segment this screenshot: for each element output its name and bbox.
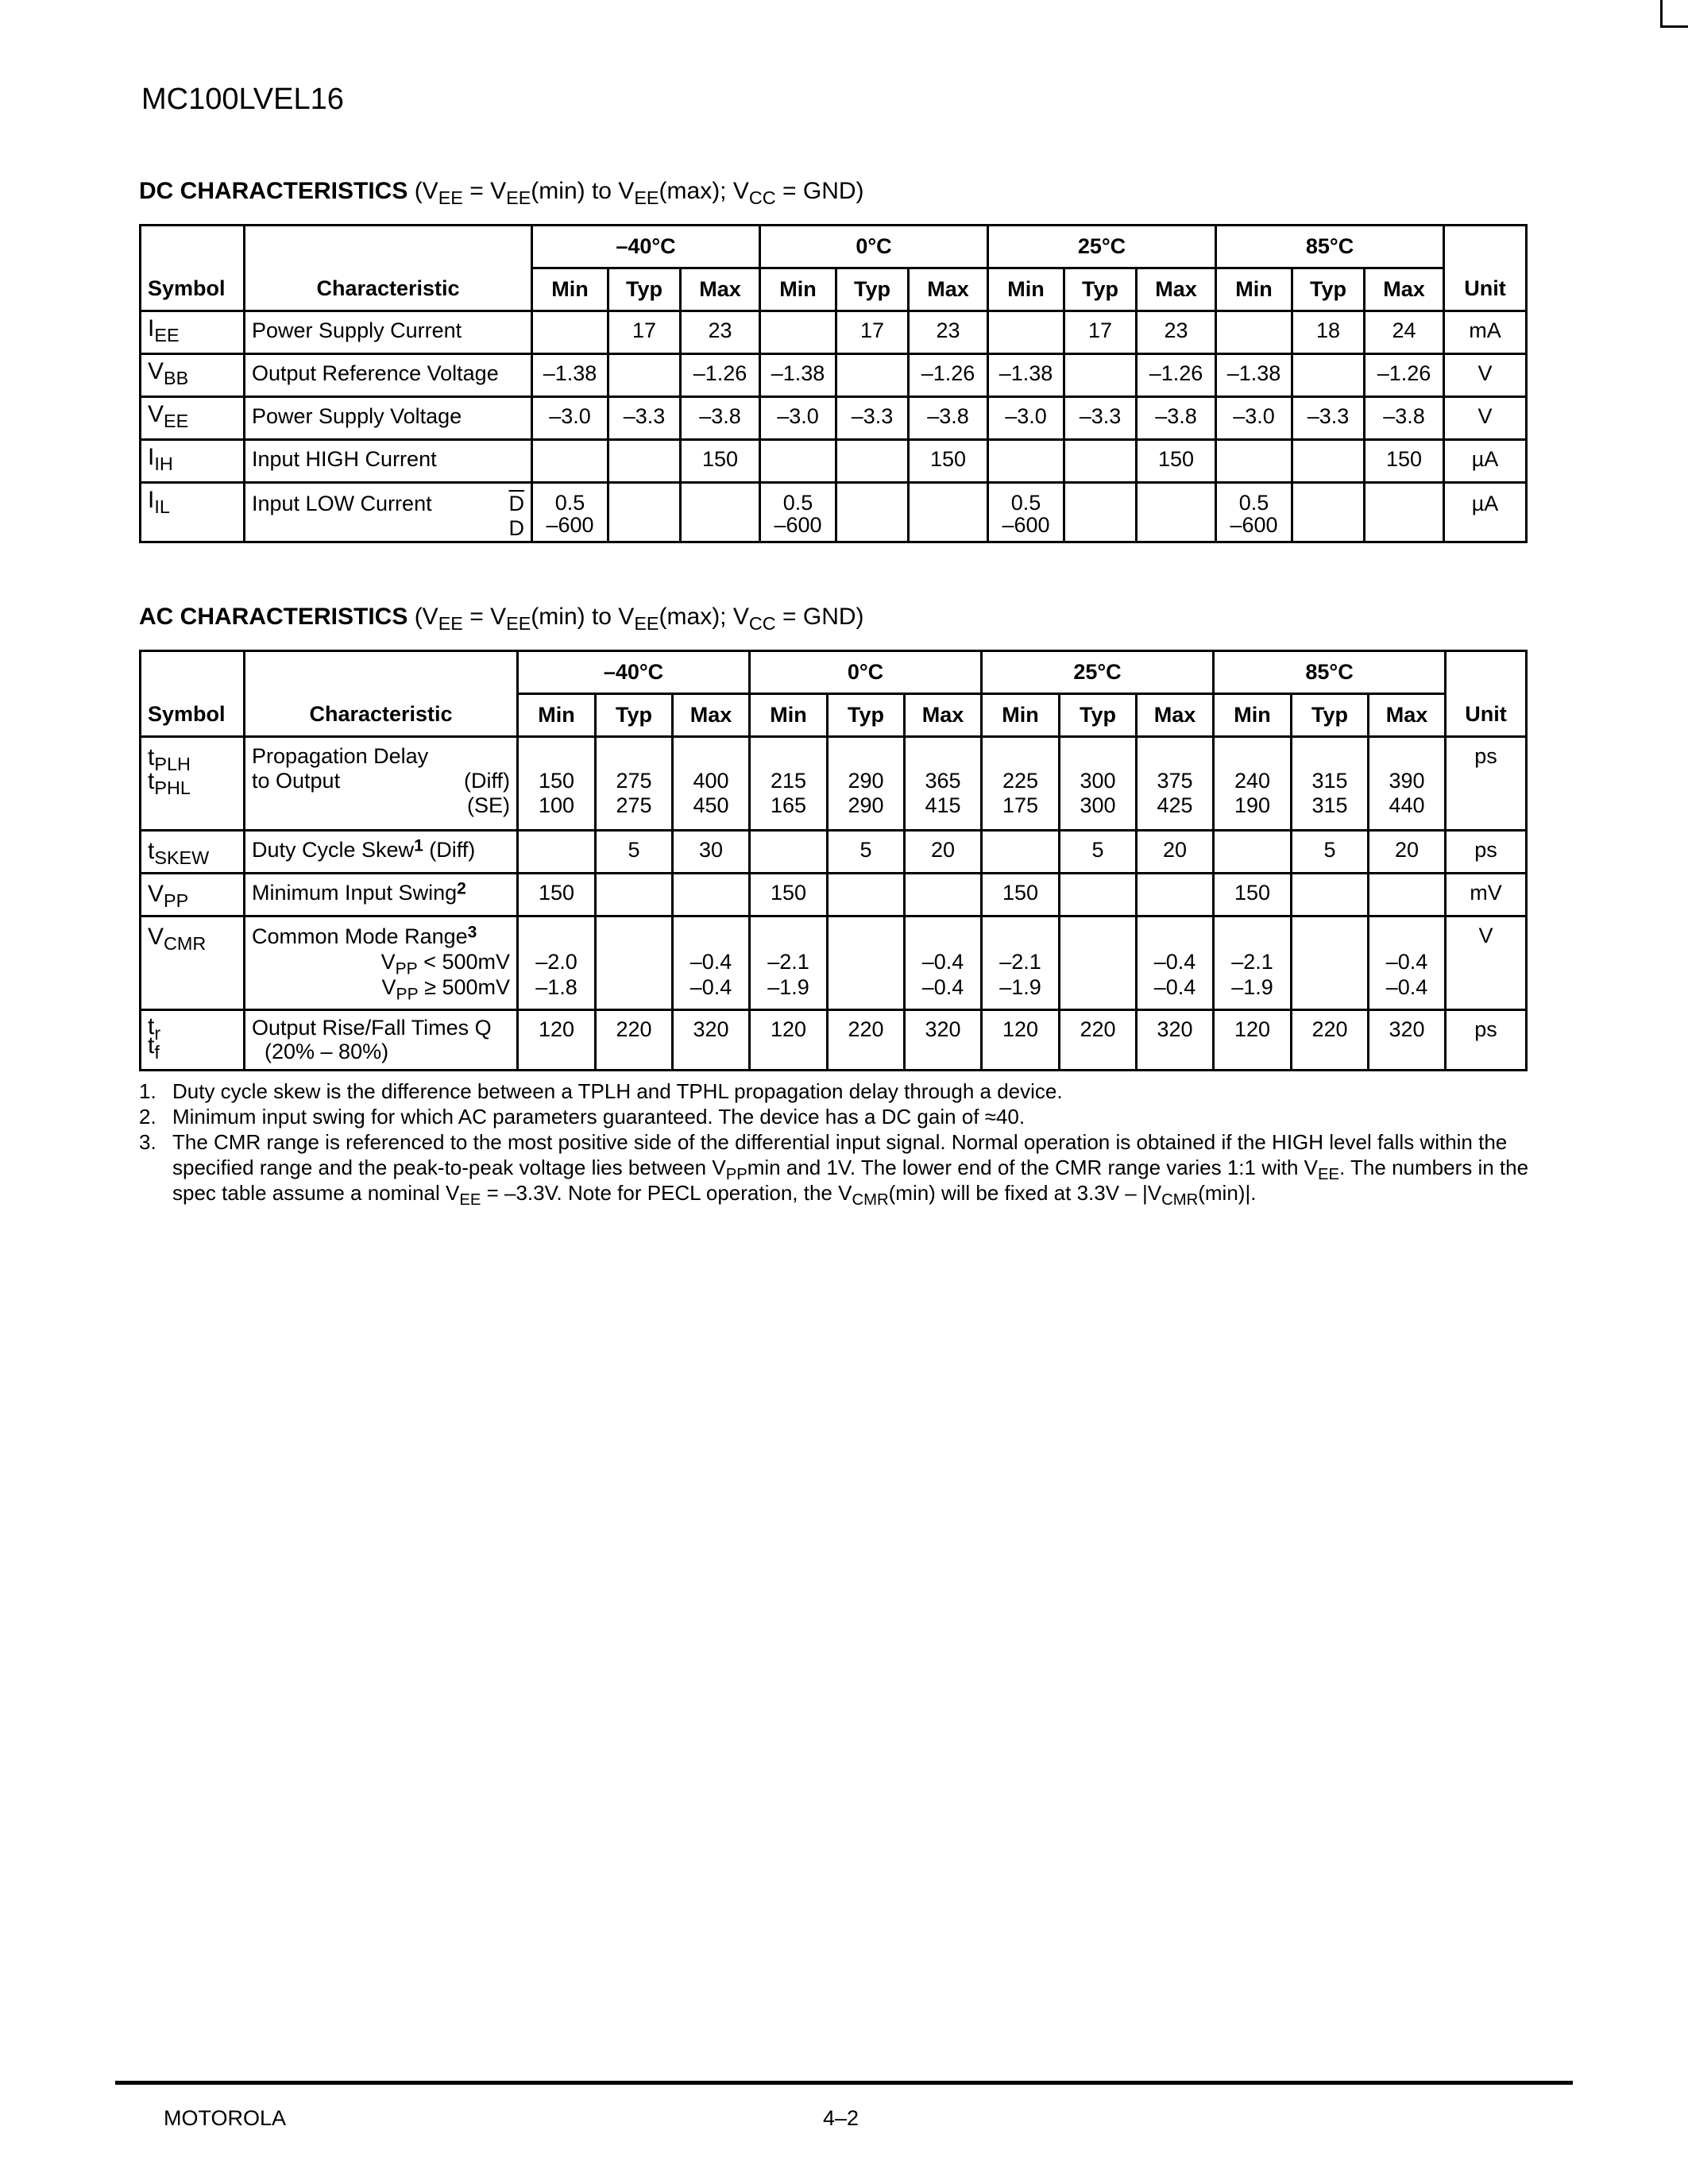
ac-col-typ: Typ bbox=[596, 694, 673, 737]
ac-temp-header-row bbox=[141, 651, 1527, 694]
footer-company: MOTOROLA bbox=[164, 2106, 287, 2130]
unit-cell: V bbox=[1446, 916, 1527, 1010]
ac-row-trtf bbox=[141, 1010, 1527, 1071]
value-cell: 23 bbox=[1137, 311, 1216, 354]
symbol-cell: $V_{EE}$ bbox=[141, 397, 245, 440]
value-cell: 150 bbox=[1365, 440, 1444, 483]
value-cell: 220 bbox=[828, 1010, 905, 1071]
dc-col-typ: Typ bbox=[1064, 268, 1137, 311]
unit-cell: V bbox=[1444, 354, 1527, 397]
value-cell: –3.8 bbox=[909, 397, 988, 440]
ac-blank-char bbox=[245, 651, 518, 694]
dc-temp-25: 25°C bbox=[988, 226, 1216, 268]
value-cell bbox=[836, 354, 909, 397]
characteristic-cell: Minimum Input Swing$^2$ bbox=[245, 874, 518, 916]
value-cell: –3.3 bbox=[1292, 397, 1365, 440]
value-cell: –0.4 –0.4 bbox=[1369, 916, 1446, 1010]
value-cell: –2.0 –1.8 bbox=[518, 916, 596, 1010]
dc-temp-m40: –40°C bbox=[532, 226, 760, 268]
dc-blank-char bbox=[245, 226, 532, 268]
value-cell: 5 bbox=[828, 831, 905, 874]
characteristic-cell: Common Mode Range$^3$ $V_{PP} < 500mV$ $V_{PP} \ge 500mV$ bbox=[245, 916, 518, 1010]
value-cell: 150 bbox=[681, 440, 760, 483]
characteristic-cell: Input HIGH Current bbox=[245, 440, 532, 483]
value-cell: 23 bbox=[909, 311, 988, 354]
ac-blank-unit bbox=[1446, 651, 1527, 694]
value-cell: –3.8 bbox=[1365, 397, 1444, 440]
value-cell: –1.38 bbox=[1216, 354, 1292, 397]
symbol-cell: $t_{SKEW}$ bbox=[141, 831, 245, 874]
value-cell: 150 bbox=[750, 874, 828, 916]
value-cell: 290 290 bbox=[828, 737, 905, 831]
value-cell: –2.1 –1.9 bbox=[750, 916, 828, 1010]
ac-temp-0: 0°C bbox=[750, 651, 982, 694]
value-cell: –0.4 –0.4 bbox=[1137, 916, 1214, 1010]
characteristic-cell: Output Rise/Fall Times Q (20% – 80%) bbox=[245, 1010, 518, 1071]
unit-cell: ps bbox=[1446, 737, 1527, 831]
ac-col-typ: Typ bbox=[1060, 694, 1137, 737]
value-cell bbox=[905, 874, 982, 916]
value-cell: 400 450 bbox=[673, 737, 750, 831]
footer-page-number: 4–2 bbox=[823, 2106, 859, 2130]
value-cell: 150 100 bbox=[518, 737, 596, 831]
dc-row bbox=[141, 440, 1527, 483]
symbol-cell: $V_{CMR}$ bbox=[141, 916, 245, 1010]
value-cell: 320 bbox=[1369, 1010, 1446, 1071]
symbol-cell: $V_{PP}$ bbox=[141, 874, 245, 916]
value-cell: 120 bbox=[518, 1010, 596, 1071]
value-cell: 150 bbox=[909, 440, 988, 483]
dc-col-min: Min bbox=[988, 268, 1064, 311]
ac-column-header-row bbox=[141, 694, 1527, 737]
dc-temp-header-row bbox=[141, 226, 1527, 268]
value-cell bbox=[1214, 831, 1292, 874]
dc-col-typ: Typ bbox=[836, 268, 909, 311]
value-cell bbox=[750, 831, 828, 874]
value-cell: 0.5 –600 bbox=[760, 483, 836, 542]
value-cell bbox=[608, 354, 681, 397]
dc-col-min: Min bbox=[760, 268, 836, 311]
ac-col-max: Max bbox=[673, 694, 750, 737]
value-cell: –3.8 bbox=[681, 397, 760, 440]
ac-row-vpp bbox=[141, 874, 1527, 916]
ac-col-characteristic: Characteristic bbox=[245, 694, 518, 737]
dc-col-symbol: Symbol bbox=[141, 268, 245, 311]
value-cell: –3.8 bbox=[1137, 397, 1216, 440]
dc-row-iil bbox=[141, 483, 1527, 542]
value-cell: –1.26 bbox=[681, 354, 760, 397]
dc-blank-symbol bbox=[141, 226, 245, 268]
part-number: MC100LVEL16 bbox=[141, 83, 344, 116]
ac-table bbox=[139, 650, 1528, 1071]
unit-cell: V bbox=[1444, 397, 1527, 440]
value-cell: –1.26 bbox=[909, 354, 988, 397]
value-cell: 220 bbox=[596, 1010, 673, 1071]
symbol-cell: $I_{IL}$ bbox=[141, 483, 245, 542]
value-cell: 275 275 bbox=[596, 737, 673, 831]
ac-temp-85: 85°C bbox=[1214, 651, 1446, 694]
value-cell bbox=[596, 916, 673, 1010]
ac-row-tpd bbox=[141, 737, 1527, 831]
value-cell: 18 bbox=[1292, 311, 1365, 354]
dc-col-typ: Typ bbox=[608, 268, 681, 311]
footnote-1: 1. Duty cycle skew is the difference between a TPLH and TPHL propagation delay through a device. bbox=[139, 1079, 1063, 1103]
footnote-3: 3. The CMR range is referenced to the most positive side of the differential input signal. Normal operation is obtained if the HIGH level falls within the specified range and the peak-to-peak voltage lies between $V_{PP}\min$ and 1V. The lower end of the CMR range varies 1:1 with $V_{EE}$. The numbers in the spec table assume a nominal $V_{EE} = -3.3V$. Note for PECL operation, the $V_{CMR}(\min)$ will be fixed at $3.3V - |V_{CMR}(\min)|$. bbox=[139, 1130, 1529, 1210]
dc-col-max: Max bbox=[1365, 268, 1444, 311]
dc-col-max: Max bbox=[909, 268, 988, 311]
symbol-cell: $V_{BB}$ bbox=[141, 354, 245, 397]
value-cell: 315 315 bbox=[1292, 737, 1369, 831]
value-cell bbox=[1060, 874, 1137, 916]
value-cell: –3.3 bbox=[1064, 397, 1137, 440]
value-cell: 150 bbox=[1214, 874, 1292, 916]
value-cell: –3.0 bbox=[532, 397, 608, 440]
value-cell: 320 bbox=[673, 1010, 750, 1071]
value-cell: 20 bbox=[1369, 831, 1446, 874]
unit-cell: mV bbox=[1446, 874, 1527, 916]
value-cell bbox=[1292, 440, 1365, 483]
value-cell: 24 bbox=[1365, 311, 1444, 354]
value-cell: 20 bbox=[1137, 831, 1214, 874]
characteristic-cell: Output Reference Voltage bbox=[245, 354, 532, 397]
dc-temp-85: 85°C bbox=[1216, 226, 1444, 268]
value-cell bbox=[836, 440, 909, 483]
value-cell: 390 440 bbox=[1369, 737, 1446, 831]
value-cell: –1.26 bbox=[1137, 354, 1216, 397]
value-cell: 215 165 bbox=[750, 737, 828, 831]
symbol-cell: $I_{IH}$ bbox=[141, 440, 245, 483]
unit-cell: mA bbox=[1444, 311, 1527, 354]
value-cell: 365 415 bbox=[905, 737, 982, 831]
value-cell bbox=[1292, 874, 1369, 916]
value-cell: 120 bbox=[1214, 1010, 1292, 1071]
ac-title: AC CHARACTERISTICS ($V_{EE} = V_{EE}(\min)$ to $V_{EE}(\max)$; $V_{CC} = GND$) bbox=[139, 604, 864, 635]
ac-col-min: Min bbox=[982, 694, 1060, 737]
value-cell: 375 425 bbox=[1137, 737, 1214, 831]
value-cell: –1.38 bbox=[988, 354, 1064, 397]
dc-col-unit: Unit bbox=[1444, 268, 1527, 311]
dc-col-max: Max bbox=[681, 268, 760, 311]
characteristic-cell: Power Supply Current bbox=[245, 311, 532, 354]
characteristic-cell: Propagation Delay to Output (Diff) (SE) bbox=[245, 737, 518, 831]
value-cell bbox=[1216, 440, 1292, 483]
ac-col-unit: Unit bbox=[1446, 694, 1527, 737]
value-cell: 320 bbox=[905, 1010, 982, 1071]
value-cell: –3.0 bbox=[760, 397, 836, 440]
value-cell bbox=[532, 440, 608, 483]
corner-mark bbox=[1660, 0, 1688, 28]
dc-title: DC CHARACTERISTICS ($V_{EE} = V_{EE}(\min)$ to $V_{EE}(\max)$; $V_{CC} = GND$) bbox=[139, 178, 864, 209]
value-cell bbox=[1064, 354, 1137, 397]
characteristic-cell: Duty Cycle Skew$^1$ (Diff) bbox=[245, 831, 518, 874]
value-cell: 120 bbox=[750, 1010, 828, 1071]
footnotes bbox=[139, 1078, 1529, 1210]
value-cell bbox=[828, 874, 905, 916]
value-cell: –2.1 –1.9 bbox=[1214, 916, 1292, 1010]
ac-temp-m40: –40°C bbox=[518, 651, 750, 694]
ac-col-max: Max bbox=[905, 694, 982, 737]
value-cell: 150 bbox=[982, 874, 1060, 916]
ac-col-max: Max bbox=[1369, 694, 1446, 737]
footnote-2: 2. Minimum input swing for which AC parameters guaranteed. The device has a DC gain of ≈40. bbox=[139, 1105, 1026, 1129]
value-cell: 220 bbox=[1060, 1010, 1137, 1071]
dc-col-max: Max bbox=[1137, 268, 1216, 311]
dc-col-typ: Typ bbox=[1292, 268, 1365, 311]
value-cell bbox=[1137, 874, 1214, 916]
value-cell: –3.3 bbox=[608, 397, 681, 440]
value-cell: –1.38 bbox=[532, 354, 608, 397]
ac-col-symbol: Symbol bbox=[141, 694, 245, 737]
characteristic-cell: Input LOW Current $\overline{D}$ D bbox=[245, 483, 532, 542]
value-cell: 23 bbox=[681, 311, 760, 354]
ac-temp-25: 25°C bbox=[982, 651, 1214, 694]
value-cell bbox=[608, 440, 681, 483]
dc-col-characteristic: Characteristic bbox=[245, 268, 532, 311]
value-cell bbox=[988, 440, 1064, 483]
symbol-cell: $t_{PLH}$ $t_{PHL}$ bbox=[141, 737, 245, 831]
ac-col-min: Min bbox=[1214, 694, 1292, 737]
value-cell: 220 bbox=[1292, 1010, 1369, 1071]
value-cell bbox=[1060, 916, 1137, 1010]
value-cell bbox=[828, 916, 905, 1010]
value-cell bbox=[982, 831, 1060, 874]
dc-row bbox=[141, 354, 1527, 397]
value-cell bbox=[1292, 916, 1369, 1010]
value-cell: 0.5 –600 bbox=[532, 483, 608, 542]
unit-cell: ps bbox=[1446, 831, 1527, 874]
characteristic-cell: Power Supply Voltage bbox=[245, 397, 532, 440]
dc-column-header-row bbox=[141, 268, 1527, 311]
value-cell: 240 190 bbox=[1214, 737, 1292, 831]
value-cell bbox=[1292, 354, 1365, 397]
value-cell bbox=[760, 440, 836, 483]
dc-row bbox=[141, 397, 1527, 440]
value-cell bbox=[596, 874, 673, 916]
ac-col-max: Max bbox=[1137, 694, 1214, 737]
value-cell: 20 bbox=[905, 831, 982, 874]
ac-col-typ: Typ bbox=[828, 694, 905, 737]
ac-col-typ: Typ bbox=[1292, 694, 1369, 737]
value-cell bbox=[532, 311, 608, 354]
ac-row-tskew bbox=[141, 831, 1527, 874]
unit-cell: ps bbox=[1446, 1010, 1527, 1071]
symbol-cell: $t_r$ $t_f$ bbox=[141, 1010, 245, 1071]
value-cell: 5 bbox=[1060, 831, 1137, 874]
value-cell bbox=[518, 831, 596, 874]
value-cell: –3.0 bbox=[988, 397, 1064, 440]
value-cell: 150 bbox=[518, 874, 596, 916]
dc-row bbox=[141, 311, 1527, 354]
dc-col-min: Min bbox=[532, 268, 608, 311]
dc-col-min: Min bbox=[1216, 268, 1292, 311]
value-cell bbox=[1064, 440, 1137, 483]
value-cell bbox=[1216, 311, 1292, 354]
symbol-cell: $I_{EE}$ bbox=[141, 311, 245, 354]
value-cell: 30 bbox=[673, 831, 750, 874]
value-cell: –1.38 bbox=[760, 354, 836, 397]
value-cell: 0.5 –600 bbox=[1216, 483, 1292, 542]
value-cell: 0.5 –600 bbox=[988, 483, 1064, 542]
unit-cell: µA bbox=[1444, 440, 1527, 483]
value-cell bbox=[673, 874, 750, 916]
value-cell: 120 bbox=[982, 1010, 1060, 1071]
value-cell: 17 bbox=[836, 311, 909, 354]
value-cell bbox=[988, 311, 1064, 354]
dc-temp-0: 0°C bbox=[760, 226, 988, 268]
value-cell: –3.3 bbox=[836, 397, 909, 440]
value-cell: 320 bbox=[1137, 1010, 1214, 1071]
value-cell: 17 bbox=[1064, 311, 1137, 354]
ac-col-min: Min bbox=[518, 694, 596, 737]
value-cell bbox=[760, 311, 836, 354]
value-cell: –0.4 –0.4 bbox=[905, 916, 982, 1010]
value-cell: 225 175 bbox=[982, 737, 1060, 831]
value-cell: –3.0 bbox=[1216, 397, 1292, 440]
ac-col-min: Min bbox=[750, 694, 828, 737]
value-cell: –2.1 –1.9 bbox=[982, 916, 1060, 1010]
ac-row-vcmr bbox=[141, 916, 1527, 1010]
ac-blank-symbol bbox=[141, 651, 245, 694]
value-cell: 5 bbox=[596, 831, 673, 874]
unit-cell: µA bbox=[1444, 483, 1527, 542]
footer-rule bbox=[115, 2081, 1573, 2085]
dc-table bbox=[139, 224, 1528, 543]
value-cell: 5 bbox=[1292, 831, 1369, 874]
value-cell: 150 bbox=[1137, 440, 1216, 483]
value-cell: 300 300 bbox=[1060, 737, 1137, 831]
value-cell: –1.26 bbox=[1365, 354, 1444, 397]
dc-blank-unit bbox=[1444, 226, 1527, 268]
value-cell bbox=[1369, 874, 1446, 916]
value-cell: –0.4 –0.4 bbox=[673, 916, 750, 1010]
value-cell: 17 bbox=[608, 311, 681, 354]
